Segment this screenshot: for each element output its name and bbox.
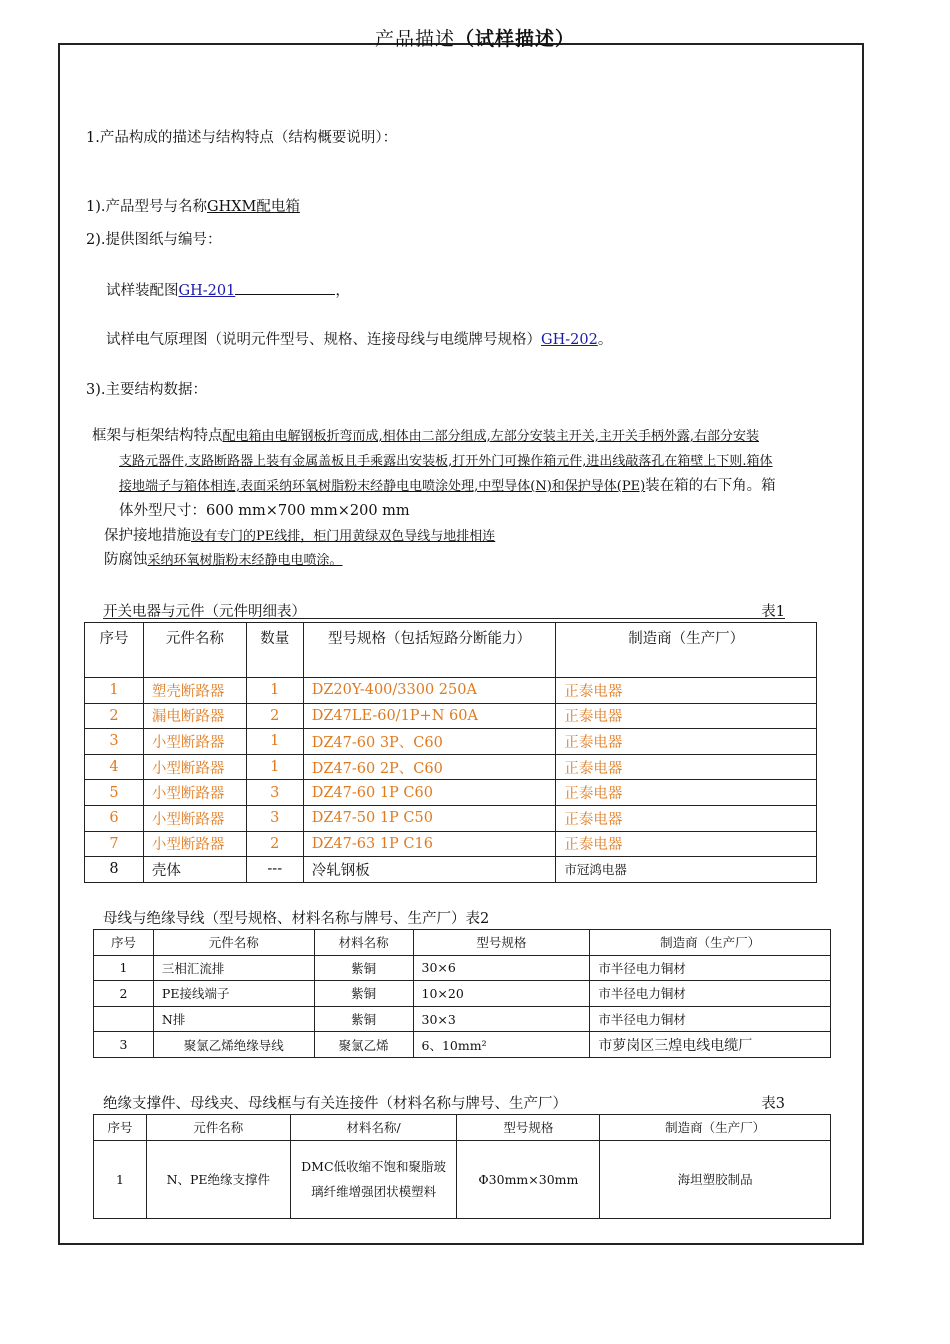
table-row [85,805,817,831]
table-row [85,831,817,857]
assembly-drawing-suffix: ， [335,283,350,299]
cell-index: 3 [94,1032,154,1058]
cell-index: 8 [85,857,144,883]
cell-index [94,1006,154,1032]
cell-name: 三相汇流排 [153,955,314,981]
cell-qty: 3 [246,780,303,806]
cell-name: 漏电断路器 [143,703,246,729]
cell-qty: 2 [246,703,303,729]
table-row [85,678,817,704]
table3-tag: 表3 [761,1096,785,1112]
cell-index: 1 [94,1140,147,1218]
frame-text-3a: 接地端子与箱体相连,表面采纳环氧树脂粉末经静电电喷涂处理,中型导体(N)和保护导体(PE) [119,479,646,494]
title-bold: （试样描述） [455,28,576,50]
cell-model: DZ47-60 2P、C60 [303,754,556,780]
header-cell: 制造商（生产厂） [600,1115,831,1141]
schematic-drawing-code[interactable]: GH-202 [541,332,598,348]
product-model-line [86,195,300,216]
header-cell: 材料名称/ [290,1115,457,1141]
table-row [94,955,831,981]
cell-index: 5 [85,780,144,806]
header-cell: 材料名称 [314,930,413,956]
busbar-table [93,929,831,1058]
cell-model: DZ47-50 1P C50 [303,805,556,831]
cell-material: 聚氯乙烯 [314,1032,413,1058]
cell-model: 6、10mm² [413,1032,590,1058]
frame-paragraph-line2: 支路元器件,支路断路器上装有金属盖板且手乘露出安装板,打开外门可操作箱元件,进出线敲落孔在箱壁上下则.箱体 [119,454,773,469]
cell-material: 紫铜 [314,1006,413,1032]
cell-name: N排 [153,1006,314,1032]
cell-index: 2 [85,703,144,729]
table1-caption-text: 开关电器与元件（元件明细表） [103,604,306,620]
schematic-drawing-suffix: 。 [597,332,613,348]
header-cell: 型号规格 [413,930,590,956]
cell-model: DZ47-63 1P C16 [303,831,556,857]
cell-qty: 1 [246,754,303,780]
table-row [85,857,817,883]
header-cell: 序号 [94,930,154,956]
header-cell: 元件名称 [153,930,314,956]
cell-model: DZ47-60 1P C60 [303,780,556,806]
cell-model: DZ47-60 3P、C60 [303,729,556,755]
protect-line [104,524,495,549]
cell-maker: 市半径电力铜材 [590,981,831,1007]
cell-maker: 市半径电力铜材 [590,955,831,981]
cell-maker: 海坦塑胶制品 [600,1140,831,1218]
cell-maker: 正泰电器 [556,729,817,755]
cell-index: 3 [85,729,144,755]
cell-qty: 1 [246,729,303,755]
table-header-row [94,930,831,956]
table-row [94,1140,831,1218]
table-row [85,703,817,729]
schematic-drawing-label: 试样电气原理图（说明元件型号、规格、连接母线与电缆牌号规格） [106,332,541,348]
cell-qty: 2 [246,831,303,857]
cell-material: 紫铜 [314,981,413,1007]
cell-model: Φ30mm×30mm [457,1140,600,1218]
protect-text: 设有专门的PE线排，柜门用黄绿双色导线与地排相连 [191,529,496,544]
table1-caption [103,600,785,619]
cell-maker: 正泰电器 [556,805,817,831]
cell-model: 30×6 [413,955,590,981]
anticorrosion-text: 采纳环氧树脂粉末经静电电喷涂。 [147,553,343,568]
cell-maker: 正泰电器 [556,780,817,806]
header-cell: 型号规格 [457,1115,600,1141]
assembly-drawing-code[interactable]: GH-201 [178,283,236,299]
table-row [85,780,817,806]
cell-model: 冷轧钢板 [303,857,556,883]
component-table [84,622,817,883]
structure-data-heading: 3).主要结构数据： [86,382,207,398]
table-header-row [94,1115,831,1141]
cell-qty: 3 [246,805,303,831]
cell-maker: 市萝岗区三煌电线电缆厂 [590,1032,831,1058]
cell-index: 4 [85,754,144,780]
cell-index: 1 [94,955,154,981]
assembly-drawing-label: 试样装配图 [106,283,179,299]
cell-name: 聚氯乙烯绝缘导线 [153,1032,314,1058]
frame-paragraph-line1 [92,424,759,449]
cell-name: 小型断路器 [143,729,246,755]
cell-name: N、PE绝缘支撑件 [146,1140,290,1218]
anticorrosion-line [104,548,343,573]
cell-maker: 正泰电器 [556,703,817,729]
cell-name: PE接线端子 [153,981,314,1007]
section-heading: 1.产品构成的描述与结构特点（结构概要说明）： [86,130,398,146]
cell-material: DMC低收缩不饱和聚脂玻璃纤维增强团状模塑料 [290,1140,457,1218]
frame-text-3b: 装在箱的右下角。箱 [645,478,776,494]
cell-qty: --- [246,857,303,883]
cell-name: 塑壳断路器 [143,678,246,704]
cell-maker: 正泰电器 [556,831,817,857]
assembly-drawing-line [106,279,350,300]
cell-name: 小型断路器 [143,805,246,831]
cell-index: 2 [94,981,154,1007]
header-cell: 制造商（生产厂） [556,623,817,678]
cell-model: DZ47LE-60/1P+N 60A [303,703,556,729]
cell-maker: 市冠鸿电器 [556,857,817,883]
cell-model: DZ20Y-400/3300 250A [303,678,556,704]
title-normal: 产品描述 [374,28,455,50]
header-cell: 制造商（生产厂） [590,930,831,956]
cell-index: 6 [85,805,144,831]
blank-underline [235,282,335,295]
header-cell: 型号规格（包括短路分断能力） [303,623,556,678]
cell-material: 紫铜 [314,955,413,981]
cell-qty: 1 [246,678,303,704]
frame-paragraph-line3 [119,474,776,499]
cell-model: 30×3 [413,1006,590,1032]
drawings-heading: 2).提供图纸与编号： [86,232,222,248]
table3-caption [103,1092,785,1110]
table3-caption-text: 绝缘支撑件、母线夹、母线框与有关连接件（材料名称与牌号、生产厂） [103,1096,567,1112]
page-title [0,24,950,51]
header-cell: 元件名称 [146,1115,290,1141]
insulator-table [93,1114,831,1219]
product-model-label: 1).产品型号与名称 [86,199,207,215]
table-row [94,1006,831,1032]
header-cell: 序号 [94,1115,147,1141]
table2-caption: 母线与绝缘导线（型号规格、材料名称与牌号、生产厂）表2 [103,911,490,927]
cell-index: 1 [85,678,144,704]
frame-text-1: 配电箱由电解钢板折弯而成,相体由二部分组成,左部分安装主开关,主开关手柄外露,右部分安装 [222,429,760,444]
table-header-row [85,623,817,678]
product-model-value: GHXM配电箱 [207,199,300,215]
table-row [85,754,817,780]
header-cell: 数量 [246,623,303,678]
table-row [85,729,817,755]
table-row [94,981,831,1007]
frame-dimensions: 体外型尺寸：600 mm×700 mm×200 mm [119,503,410,519]
cell-index: 7 [85,831,144,857]
protect-lead: 保护接地措施 [104,528,191,544]
cell-maker: 正泰电器 [556,754,817,780]
schematic-drawing-line [106,328,612,349]
table1-tag: 表1 [761,604,785,620]
cell-name: 小型断路器 [143,780,246,806]
cell-name: 小型断路器 [143,754,246,780]
frame-lead: 框架与柜架结构特点 [92,428,223,444]
cell-name: 壳体 [143,857,246,883]
table-row [94,1032,831,1058]
header-cell: 元件名称 [143,623,246,678]
header-cell: 序号 [85,623,144,678]
anticorrosion-lead: 防腐蚀 [104,552,148,568]
cell-maker: 市半径电力铜材 [590,1006,831,1032]
frame-paragraph-line4 [119,499,410,524]
cell-model: 10×20 [413,981,590,1007]
cell-maker: 正泰电器 [556,678,817,704]
cell-name: 小型断路器 [143,831,246,857]
